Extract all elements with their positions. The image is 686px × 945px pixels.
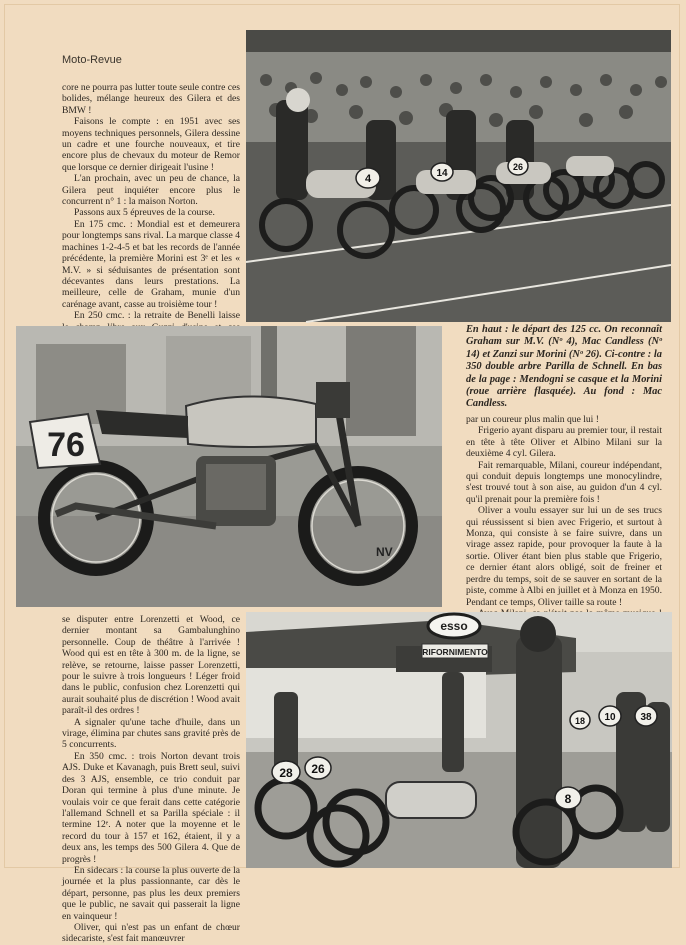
plate-number: 14 xyxy=(436,168,448,179)
photo-caption: En haut : le départ des 125 cc. On reconnaît Graham sur M.V. (Nᵒ 4), Mac Candless (Nᵒ 14) et Zanzi sur Morini (Nᵒ 26). Ci-contre : la 350 double arbre Parilla de Schnell. En bas de la page : Mendogni se casque et la Morini (roue arrière flasquée). Au fond : Mac Candless. xyxy=(466,324,662,410)
paragraph: Oliver a voulu essayer sur lui un de ses trucs qui réussissent si bien avec Frigerio, et surtout à Monza, qui consiste à se faire suivre, dans un virage assez rapide, pour provoquer la faute à la sortie. Oliver étant bien plus stable que Frigerio, ce dernier étant alors obligé, soit de freiner et perdre du temps, soit de se sauver en sortant de la piste, comme à Albi en juillet et à Monza en 1950. Pendant ce temps, Oliver taille sa route ! xyxy=(466,505,662,608)
running-head: Moto-Revue xyxy=(62,54,122,66)
paragraph: En 175 cmc. : Mondial est et demeurera pour longtemps sans rival. La marque classe 4 machines 1-2-4-5 et bat les records de l'année précédente, la première Morini est 3ᵉ et les « M.V. » si séduisantes de présentation sont décevantes dans leurs prestations. La meilleure, celle de Graham, munie d'un carénage avant, casse au troisième tour ! xyxy=(62,218,240,310)
photo-start-125cc xyxy=(246,30,671,322)
paragraph: Oliver, qui n'est pas un enfant de chœur sidecariste, s'est fait manœuvrer xyxy=(62,921,240,945)
paragraph: core ne pourra pas lutter toute seule contre ces bolides, mélange heureux des Gilera et des BMW ! xyxy=(62,82,240,116)
plate-number: 26 xyxy=(311,762,325,776)
plate-number: 8 xyxy=(564,792,572,806)
plate-number: 28 xyxy=(279,766,293,780)
paragraph: par un coureur plus malin que lui ! xyxy=(466,414,599,425)
plate-number: 26 xyxy=(512,162,524,172)
column-middle-right xyxy=(466,414,662,606)
column-bottom-left xyxy=(62,614,240,945)
paragraph: En 350 cmc. : trois Norton devant trois AJS. Duke et Kavanagh, puis Brett seul, suivi des 3 AJS, ensemble, ce trio conduit par Doran qui termine à plus d'une minute. Je voulais voir ce que ferait dans cette catégorie l'allemand Schnell et sa Parilla spéciale : il termine 12ᵉ. A noter que la moyenne et le record du tour à 157 et 162, étaient, il y a deux ans, les temps des 500 Gilera 4. Que de progrès ! xyxy=(62,750,240,865)
plate-number: 18 xyxy=(574,716,586,726)
paragraph: Passons aux 5 épreuves de la course. xyxy=(74,207,215,219)
plate-number: 76 xyxy=(47,426,85,464)
plate-number: 4 xyxy=(364,173,372,185)
esso-sign: esso xyxy=(440,619,468,633)
fairing-letters: NV xyxy=(376,545,393,559)
paragraph: L'an prochain, avec un peu de chance, la Gilera peut inquiéter encore plus le concurrent n° 1 : la maison Norton. xyxy=(62,173,240,208)
paragraph: Fait remarquable, Milani, coureur indépendant, qui conduit depuis longtemps une monocylindre, s'est trouvé tout à son aise, au guidon d'un 4 cyl. qu'il prenait pour la première fois ! xyxy=(466,459,662,505)
column-top-left xyxy=(62,82,240,324)
paragraph: se disputer entre Lorenzetti et Wood, ce dernier montant sa Gambalunghino personnelle. Coup de théâtre à l'arrivée ! Wood qui est en tête à 300 m. de la ligne, se relève, se retourne, laisse passer Lorenzetti, pour le suivre à trois longueurs ! Léger froid dans le public, confusion chez Lorenzetti qui aurait souhaité plus de discrétion ! Wood avait paraît-il des ordres ! xyxy=(62,614,240,717)
paragraph: Faisons le compte : en 1951 avec ses moyens techniques personnels, Gilera dessine un cadre et une fourche nouveaux, et tire encore plus de chevaux du moteur de Remor que lorsque ce dernier dirigeait l'usine ! xyxy=(62,116,240,173)
paragraph: A signaler qu'une tache d'huile, dans un virage, élimina par chutes sans gravité près de 5 concurrents. xyxy=(62,716,240,751)
plate-number: 10 xyxy=(604,712,616,723)
banner-rifornimento: RIFORNIMENTO xyxy=(422,647,488,657)
paragraph: En sidecars : la course la plus ouverte de la journée et la plus passionnante, car dès le départ, personne, pas plus les deux premiers que le public, ne savait qui passerait la ligne en vainqueur ! xyxy=(62,864,240,922)
plate-number: 38 xyxy=(640,712,652,723)
photo-parilla-350 xyxy=(16,326,442,607)
paragraph: Frigerio ayant disparu au premier tour, il restait en tête à tête Oliver et Albino Milani sur la deuxième 4 cyl. Gilera. xyxy=(466,425,662,460)
photo-pits-esso xyxy=(246,612,672,868)
paragraph: En 250 cmc. : la retraite de Benelli laisse xyxy=(74,310,240,322)
